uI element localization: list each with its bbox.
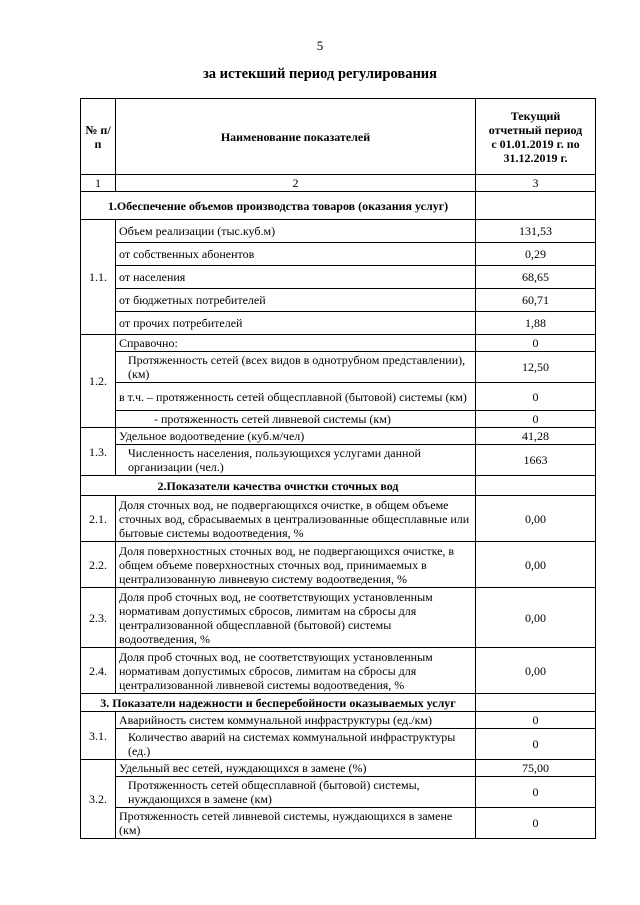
header-period-line: 31.12.2019 г. bbox=[503, 150, 568, 165]
indicator-value: 60,71 bbox=[476, 289, 596, 312]
table-row bbox=[81, 729, 596, 760]
header-period-line: с 01.01.2019 г. по bbox=[491, 136, 580, 151]
indicator-value: 68,65 bbox=[476, 266, 596, 289]
indicator-name: Аварийность систем коммунальной инфраструктуры (ед./км) bbox=[116, 712, 476, 729]
indicator-value: 0 bbox=[476, 808, 596, 839]
indicator-name: от прочих потребителей bbox=[116, 312, 476, 335]
row-number: 3.2. bbox=[81, 760, 116, 839]
indicator-name: Количество аварий на системах коммунальной инфраструктуры (ед.) bbox=[116, 729, 476, 760]
indicator-name: в т.ч. – протяженность сетей общесплавной (бытовой) системы (км) bbox=[116, 383, 476, 411]
row-number: 3.1. bbox=[81, 712, 116, 760]
table-row bbox=[81, 312, 596, 335]
table-row bbox=[81, 648, 596, 694]
indicator-name: Удельный вес сетей, нуждающихся в замене (%) bbox=[116, 760, 476, 777]
indicator-value: 0,00 bbox=[476, 496, 596, 542]
column-number: 3 bbox=[476, 175, 596, 192]
indicator-value: 0 bbox=[476, 729, 596, 760]
row-number: 2.3. bbox=[81, 588, 116, 648]
table-row bbox=[81, 411, 596, 428]
table-row bbox=[81, 335, 596, 352]
table-row bbox=[81, 383, 596, 411]
indicator-value: 0 bbox=[476, 411, 596, 428]
table-row bbox=[81, 220, 596, 243]
header-period-line: отчетный период bbox=[488, 122, 583, 137]
indicator-value: 41,28 bbox=[476, 428, 596, 445]
indicator-name: Доля проб сточных вод, не соответствующих установленным нормативам допустимых сбросов, лимитам на сбросы для централизованной общесплавной (бытовой) системы водоотведения, % bbox=[116, 588, 476, 648]
table-row bbox=[81, 243, 596, 266]
indicator-value: 0,00 bbox=[476, 588, 596, 648]
indicator-value: 1,88 bbox=[476, 312, 596, 335]
indicator-name: от населения bbox=[116, 266, 476, 289]
indicator-value: 131,53 bbox=[476, 220, 596, 243]
indicator-name: Удельное водоотведение (куб.м/чел) bbox=[116, 428, 476, 445]
header-period-line: Текущий bbox=[510, 108, 561, 123]
indicator-name: Численность населения, пользующихся услугами данной организации (чел.) bbox=[116, 445, 476, 476]
table-row bbox=[81, 808, 596, 839]
table-row bbox=[81, 777, 596, 808]
indicator-value: 0,29 bbox=[476, 243, 596, 266]
column-number: 2 bbox=[116, 175, 476, 192]
table-row bbox=[81, 352, 596, 383]
row-number: 1.1. bbox=[81, 220, 116, 335]
indicator-value: 1663 bbox=[476, 445, 596, 476]
section-row bbox=[81, 694, 596, 712]
column-number: 1 bbox=[81, 175, 116, 192]
indicator-name: Доля сточных вод, не подвергающихся очистке, в общем объеме сточных вод, сбрасываемых в централизованные общесплавные или бытовые системы водоотведения, % bbox=[116, 496, 476, 542]
row-number: 1.2. bbox=[81, 335, 116, 428]
table-row bbox=[81, 588, 596, 648]
indicator-name: Протяженность сетей общесплавной (бытовой) системы, нуждающихся в замене (км) bbox=[116, 777, 476, 808]
indicator-name: Справочно: bbox=[116, 335, 476, 352]
indicator-name: от собственных абонентов bbox=[116, 243, 476, 266]
indicator-value: 0 bbox=[476, 383, 596, 411]
row-number: 2.1. bbox=[81, 496, 116, 542]
table-header-row bbox=[81, 99, 596, 175]
header-name: Наименование показателей bbox=[116, 99, 476, 175]
section-title: 1.Обеспечение объемов производства товаров (оказания услуг) bbox=[81, 192, 476, 220]
table-row bbox=[81, 266, 596, 289]
indicator-value: 75,00 bbox=[476, 760, 596, 777]
header-period bbox=[476, 99, 596, 175]
page-number: 5 bbox=[316, 38, 324, 53]
indicator-value: 12,50 bbox=[476, 352, 596, 383]
indicator-value: 0 bbox=[476, 335, 596, 352]
indicator-name: Доля проб сточных вод, не соответствующих установленным нормативам допустимых сбросов, лимитам на сбросы для централизованной ливневой системы водоотведения, % bbox=[116, 648, 476, 694]
indicator-value: 0,00 bbox=[476, 542, 596, 588]
indicator-value: 0 bbox=[476, 777, 596, 808]
table-row bbox=[81, 428, 596, 445]
indicator-name: - протяженность сетей ливневой системы (км) bbox=[116, 411, 476, 428]
indicator-name: Доля поверхностных сточных вод, не подвергающихся очистке, в общем объеме поверхностных сточных вод, принимаемых в централизованную ливневую систему водоотведения, % bbox=[116, 542, 476, 588]
row-number: 2.4. bbox=[81, 648, 116, 694]
table-row bbox=[81, 542, 596, 588]
indicator-name: от бюджетных потребителей bbox=[116, 289, 476, 312]
indicator-value: 0,00 bbox=[476, 648, 596, 694]
section-title: 3. Показатели надежности и бесперебойности оказываемых услуг bbox=[81, 694, 476, 712]
table-row bbox=[81, 496, 596, 542]
row-number: 1.3. bbox=[81, 428, 116, 476]
indicator-name: Протяженность сетей (всех видов в однотрубном представлении), (км) bbox=[116, 352, 476, 383]
table-row bbox=[81, 289, 596, 312]
section-title: 2.Показатели качества очистки сточных вод bbox=[81, 476, 476, 496]
indicators-table bbox=[80, 98, 596, 839]
row-number: 2.2. bbox=[81, 542, 116, 588]
table-row bbox=[81, 712, 596, 729]
section-row bbox=[81, 192, 596, 220]
header-num: № п/п bbox=[81, 99, 116, 175]
indicator-name: Объем реализации (тыс.куб.м) bbox=[116, 220, 476, 243]
section-row bbox=[81, 476, 596, 496]
table-row bbox=[81, 760, 596, 777]
indicator-name: Протяженность сетей ливневой системы, нуждающихся в замене (км) bbox=[116, 808, 476, 839]
column-numbers-row bbox=[81, 175, 596, 192]
document-title: за истекший период регулирования bbox=[202, 66, 438, 82]
table-row bbox=[81, 445, 596, 476]
indicator-value: 0 bbox=[476, 712, 596, 729]
